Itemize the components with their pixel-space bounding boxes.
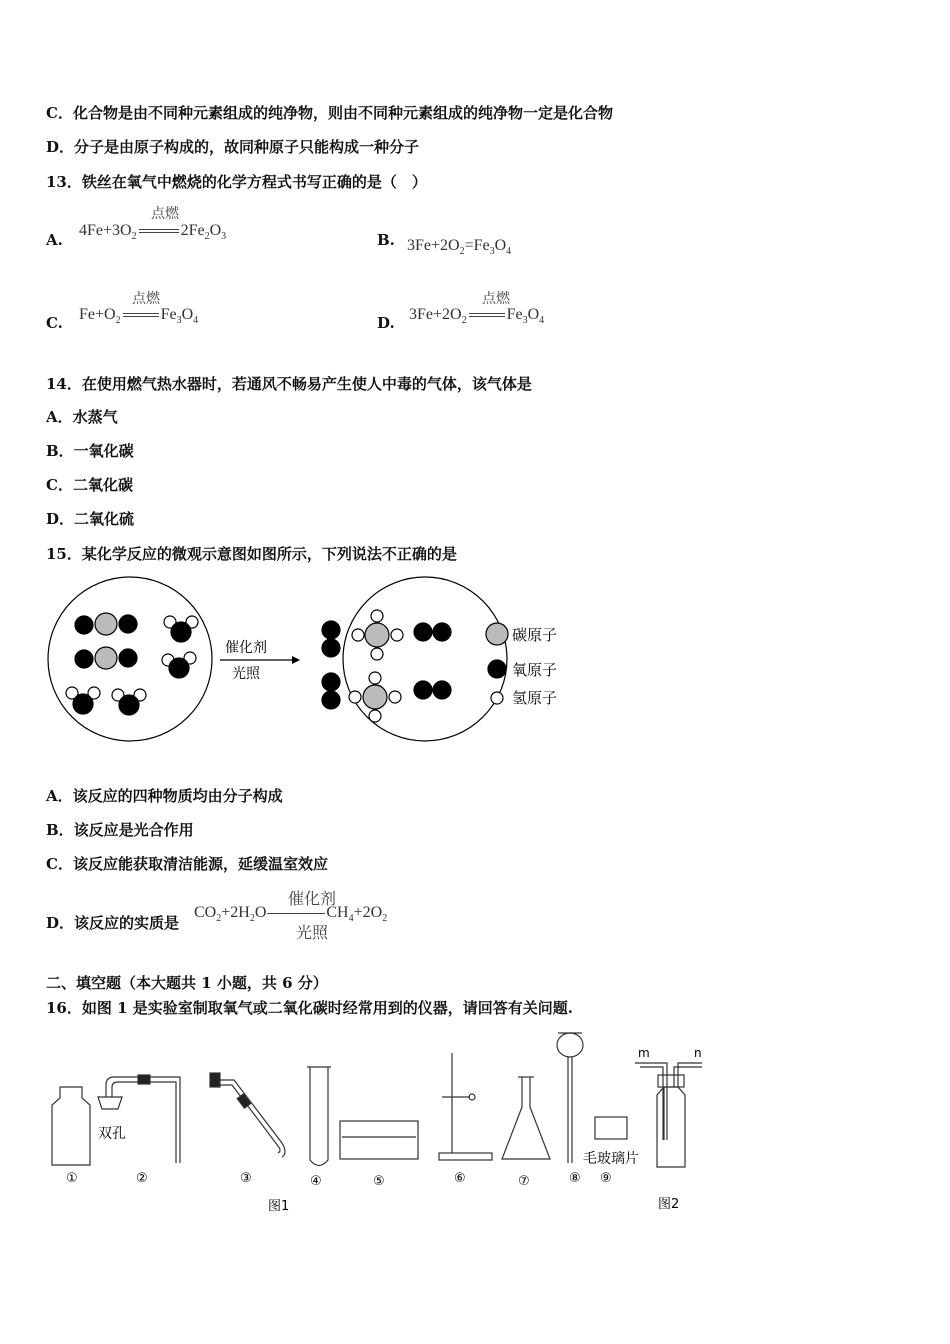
arrow-condition-light: 光照 [232,666,260,682]
q13-option-c-label: C. [46,314,63,332]
q13-a-condition: 点燃 [151,206,179,222]
q15-d-light: 光照 [296,923,329,942]
q13-d-condition: 点燃 [482,291,510,307]
q14-option-a: A．水蒸气 [46,408,118,426]
q13-option-c-equation: $Fe+O_2$ $Fe_3O_4$ [79,306,199,327]
question-16: 16．如图 1 是实验室制取氧气或二氧化碳时经常用到的仪器，请回答有关问题. [46,999,573,1017]
q15-option-d: D．该反应的实质是 [46,914,180,932]
label-glass-sheet: 毛玻璃片 [583,1151,639,1167]
q13-c-condition: 点燃 [132,291,160,307]
apparatus-8: ⑧ [569,1171,581,1186]
q14-option-c: C．二氧化碳 [46,476,133,494]
figure-1-caption: 图1 [268,1199,290,1214]
question-14: 14．在使用燃气热水器时，若通风不畅易产生使人中毒的气体，该气体是 [46,375,532,393]
option-d-previous: D．分子是由原子构成的，故同种原子只能构成一种分子 [46,138,420,156]
question-15: 15．某化学反应的微观示意图如图所示，下列说法不正确的是 [46,545,457,563]
q13-option-b-equation: $3Fe+2O_2=Fe_3O_4$ [407,237,512,258]
q13-option-d-label: D. [377,314,395,332]
apparatus-5: ⑤ [373,1174,385,1189]
figure-2-caption: 图2 [658,1197,680,1212]
q13-option-d-equation: $3Fe+2O_2$ $Fe_3O_4$ [409,306,545,327]
legend-carbon: 碳原子 [512,626,558,644]
label-double-hole: 双孔 [98,1126,126,1142]
q15-d-equation: $CO_2+2H_2O$ $CH_4+2O_2$ [194,904,388,925]
q14-option-d: D．二氧化硫 [46,510,135,528]
arrow-condition-catalyst: 催化剂 [225,640,267,656]
q15-option-c: C．该反应能获取清洁能源，延缓温室效应 [46,855,328,873]
label-n: n [694,1046,702,1060]
q14-option-b: B．一氧化碳 [46,442,134,460]
reaction-micro-diagram [40,572,580,752]
question-13: 13．铁丝在氧气中燃烧的化学方程式书写正确的是（ ） [46,173,427,191]
apparatus-4: ④ [310,1174,322,1189]
apparatus-1: ① [66,1171,78,1186]
apparatus-9: ⑨ [600,1171,612,1186]
q13-option-a-label: A. [46,231,63,249]
q15-d-catalyst: 催化剂 [288,889,337,908]
legend-oxygen: 氧原子 [512,661,558,679]
apparatus-7: ⑦ [518,1174,530,1189]
apparatus-2: ② [136,1171,148,1186]
option-c-previous: C．化合物是由不同种元素组成的纯净物，则由不同种元素组成的纯净物一定是化合物 [46,104,613,122]
apparatus-3: ③ [240,1171,252,1186]
section-2-title: 二、填空题（本大题共 1 小题，共 6 分） [46,974,328,992]
q13-option-b-label: B. [377,231,395,249]
apparatus-6: ⑥ [454,1171,466,1186]
q13-option-a-equation: $4Fe+3O_2$ $2Fe_2O_3$ [79,222,227,243]
apparatus-figure [40,1025,720,1220]
label-m: m [638,1046,650,1060]
q15-option-a: A．该反应的四种物质均由分子构成 [46,787,283,805]
q15-option-b: B．该反应是光合作用 [46,821,194,839]
legend-hydrogen: 氢原子 [512,689,558,707]
